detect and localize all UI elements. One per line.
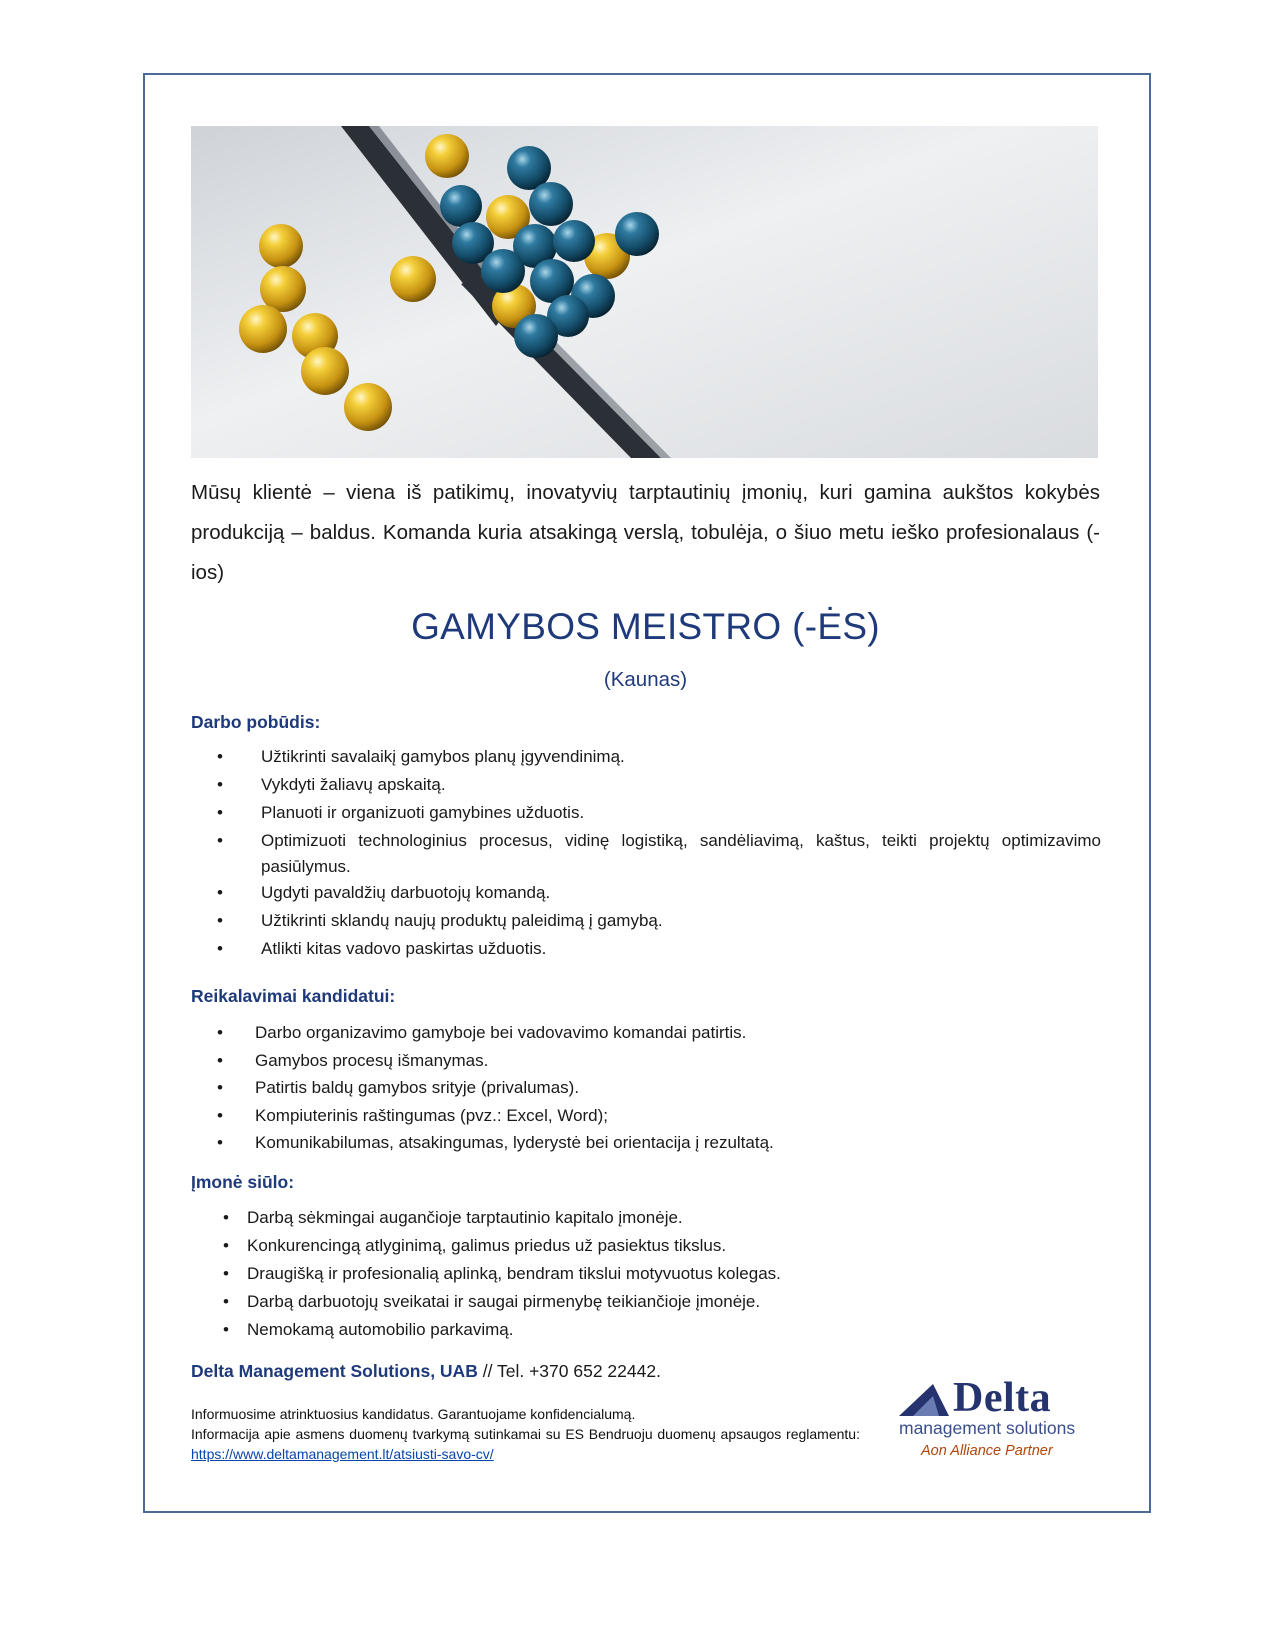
list-item: • Patirtis baldų gamybos srityje (privalumas). [191,1074,1101,1102]
bullet-icon: • [217,1078,223,1097]
bullet-icon: • [223,1292,229,1311]
cv-submit-link[interactable]: https://www.deltamanagement.lt/atsiusti-savo-cv/ [191,1446,494,1462]
list-item: • Darbą sėkmingai augančioje tarptautinio kapitalo įmonėje. [191,1204,1101,1232]
bullet-icon: • [217,1050,223,1070]
bullet-icon: • [217,939,223,958]
note-line-1: Informuosime atrinktuosius kandidatus. Garantuojame konfidencialumą. [191,1406,636,1422]
delta-logo [893,1375,1103,1460]
bullet-icon: • [217,831,223,850]
bullet-icon: • [217,883,223,902]
bullet-icon: • [223,1208,229,1227]
bullet-icon: • [217,1023,223,1042]
list-item: • Užtikrinti savalaikį gamybos planų įgyvendinimą. [191,744,1101,772]
bullet-icon: • [223,1264,229,1283]
intro-paragraph: Mūsų klientė – viena iš patikimų, inovatyvių tarptautinių įmonių, kuri gamina aukštos kokybės produkciją – baldus. Komanda kuria atsakingą verslą, tobulėja, o šiuo metu ieško profesionalaus (-ios) [191,481,1100,584]
list-item: • Atlikti kitas vadovo paskirtas užduotis. [191,936,1101,964]
list-item: • Ugdyti pavaldžių darbuotojų komandą. [191,880,1101,908]
list-item: • Nemokamą automobilio parkavimą. [191,1316,1101,1344]
requirements-list [191,1019,1101,1157]
list-item: • Gamybos procesų išmanymas. [191,1047,1101,1075]
duties-list [191,744,1101,964]
list-item: • Vykdyti žaliavų apskaitą. [191,772,1101,800]
job-location: (Kaunas) [603,668,688,691]
company-name: Delta Management Solutions, UAB [191,1361,478,1381]
phone-number: // Tel. +370 652 22442. [477,1361,661,1381]
delta-triangle-icon [893,1382,953,1418]
logo-tagline: Aon Alliance Partner [921,1443,1053,1459]
list-item: • Darbą darbuotojų sveikatai ir saugai pirmenybę teikiančioje įmonėje. [191,1288,1101,1316]
bullet-icon: • [217,803,223,822]
offer-list [191,1204,1101,1344]
privacy-note [191,1404,860,1464]
list-item: • Draugišką ir profesionalią aplinką, bendram tikslui motyvuotus kolegas. [191,1260,1101,1288]
bullet-icon: • [217,1105,223,1125]
list-item: • Konkurencingą atlyginimą, galimus priedus už pasiektus tikslus. [191,1232,1101,1260]
bullet-icon: • [223,1236,229,1255]
bullet-icon: • [223,1320,229,1339]
list-item: • Užtikrinti sklandų naujų produktų paleidimą į gamybą. [191,908,1101,936]
bullet-icon: • [217,747,223,766]
list-item: • Komunikabilumas, atsakingumas, lyderystė bei orientacija į rezultatą. [191,1129,1101,1157]
requirements-heading: Reikalavimai kandidatui: [191,986,396,1006]
list-item: • Planuoti ir organizuoti gamybines užduotis. [191,800,1101,828]
offer-heading: Įmonė siūlo: [191,1172,295,1192]
contact-line [191,1361,661,1382]
list-item: • Darbo organizavimo gamyboje bei vadovavimo komandai patirtis. [191,1019,1101,1047]
note-line-2: Informacija apie asmens duomenų tvarkymą sutinkamai su ES Bendruoju duomenų apsaugos reglamentu: [191,1426,860,1442]
bullet-icon: • [217,1133,223,1152]
banner-image [191,126,1098,458]
logo-subtitle: management solutions [899,1418,1076,1438]
list-item: • Optimizuoti technologinius procesus, vidinę logistiką, sandėliavimą, kaštus, teikti projektų optimizavimo pasiūlymus. [191,828,1101,880]
duties-heading: Darbo pobūdis: [191,712,321,732]
bullet-icon: • [217,911,223,930]
list-item: • Kompiuterinis raštingumas (pvz.: Excel, Word); [191,1102,1101,1130]
bullet-icon: • [217,775,223,794]
job-title: GAMYBOS MEISTRO (-ĖS) [411,606,880,647]
logo-wordmark: Delta [953,1375,1052,1421]
